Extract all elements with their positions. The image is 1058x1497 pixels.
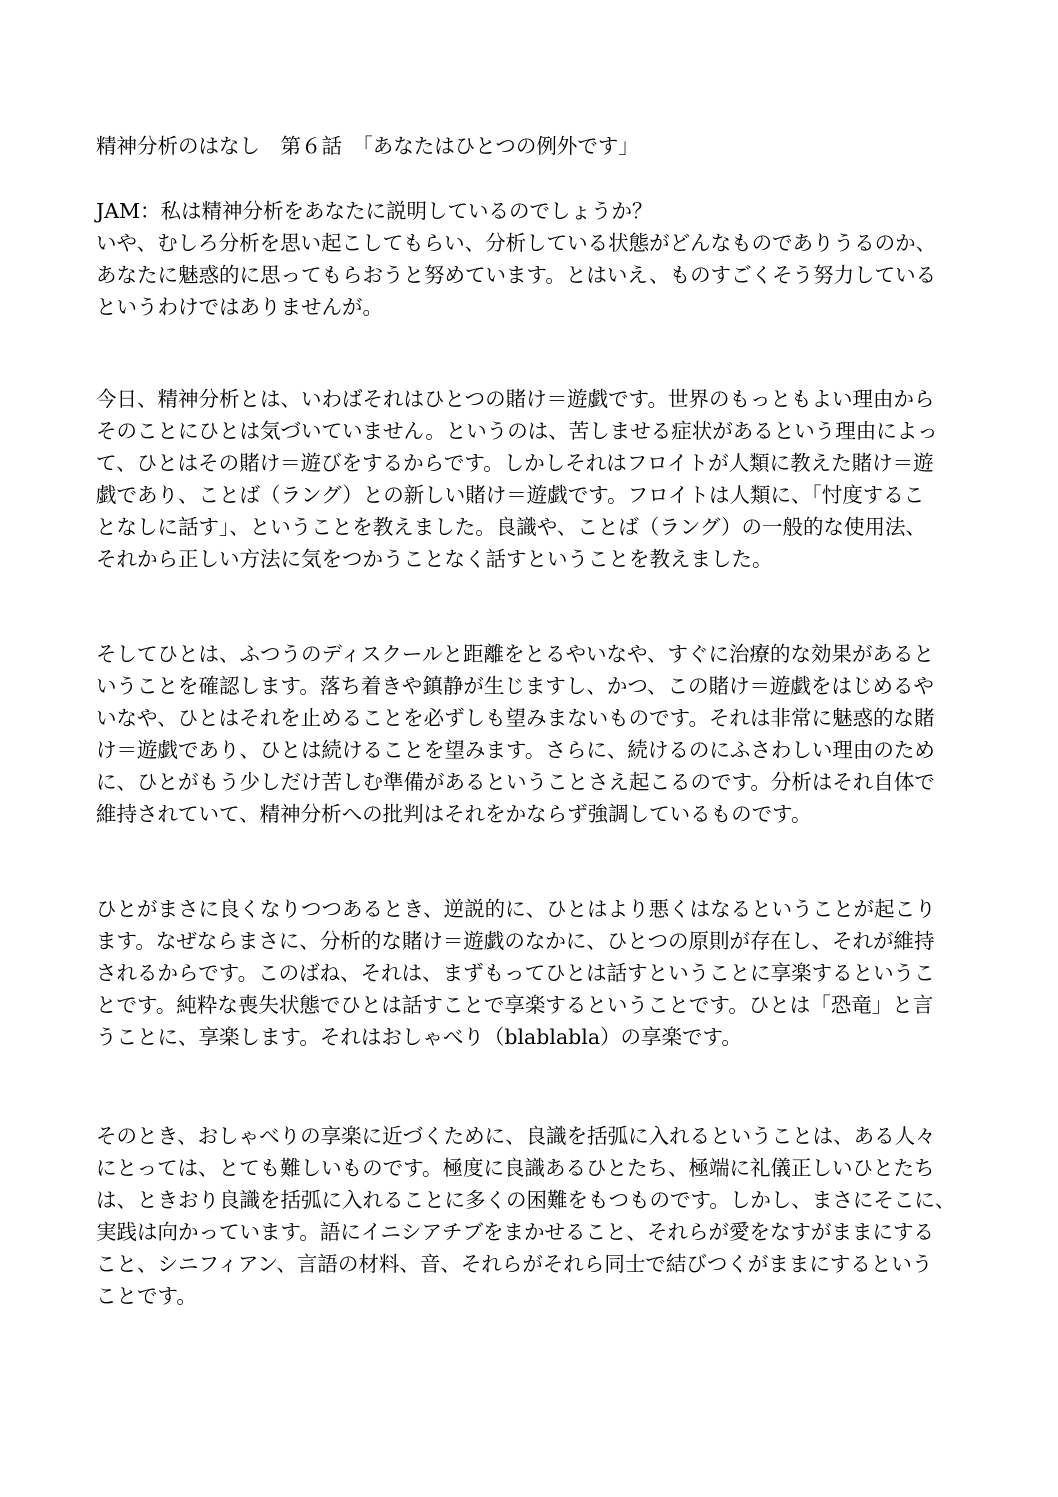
text-line: 実践は向かっています。語にイニシアチブをまかせること、それらが愛をなすがままにする <box>96 1220 935 1244</box>
text-line: それから正しい方法に気をつかうことなく話すということを教えました。 <box>96 547 773 571</box>
text-line: あなたに魅惑的に思ってもらおうと努めています。とはいえ、ものすごくそう努力している <box>96 263 937 287</box>
text-line: に、ひとがもう少しだけ苦しむ準備があるということさえ起こるのです。分析はそれ自体で <box>96 770 935 794</box>
text-line: ひとがまさに良くなりつつあるとき、逆説的に、ひとはより悪くはなるということが起こり <box>96 897 936 921</box>
text-line: とです。純粋な喪失状態でひとは話すことで享楽するということです。ひとは「恐竜」と言 <box>96 993 934 1017</box>
text-line: というわけではありませんが。 <box>96 295 383 319</box>
text-line: そしてひとは、ふつうのディスクールと距離をとるやいなや、すぐに治療的な効果があると <box>96 642 935 666</box>
text-line: いや、むしろ分析を思い起こしてもらい、分析している状態がどんなものでありうるのか、 <box>96 231 937 255</box>
text-line: こと、シニフィアン、言語の材料、音、それらがそれら同士で結びつくがままにするという <box>96 1252 933 1276</box>
text-line: いうことを確認します。落ち着きや鎮静が生じますし、かつ、この賭け＝遊戯をはじめるや <box>96 674 935 698</box>
text-line: 戯であり、ことば（ラング）との新しい賭け＝遊戯です。フロイトは人類に、「忖度するこ <box>96 483 925 507</box>
text-line: JAM：私は精神分析をあなたに説明しているのでしょうか？ <box>96 199 653 223</box>
text-line: ことです。 <box>96 1284 197 1308</box>
text-line: は、ときおり良識を括弧に入れることに多くの困難をもつものです。しかし、まさにそこに、 <box>96 1188 956 1212</box>
text-line: うことに、享楽します。それはおしゃべり（blablabla）の享楽です。 <box>96 1025 742 1049</box>
text-line: 維持されていて、精神分析への批判はそれをかならず強調しているものです。 <box>96 802 812 826</box>
text-line: にとっては、とても難しいものです。極度に良識あるひとたち、極端に礼儀正しいひとたち <box>96 1156 935 1180</box>
text-line: そのことにひとは気づいていません。というのは、苦しませる症状があるという理由によっ <box>96 419 938 443</box>
text-line: て、ひとはその賭け＝遊びをするからです。しかしそれはフロイトが人類に教えた賭け＝遊 <box>96 451 934 475</box>
text-line: け＝遊戯であり、ひとは続けることを望みます。さらに、続けるのにふさわしい理由のため <box>96 738 935 762</box>
text-line: ます。なぜならまさに、分析的な賭け＝遊戯のなかに、ひとつの原則が存在し、それが維持 <box>96 929 935 953</box>
text-line: となしに話す」、ということを教えました。良識や、ことば（ラング）の一般的な使用法、 <box>96 515 927 539</box>
text-line: 今日、精神分析とは、いわばそれはひとつの賭け＝遊戯です。世界のもっともよい理由から <box>96 387 935 411</box>
document-title: 精神分析のはなし 第６話 「あなたはひとつの例外です」 <box>96 134 639 158</box>
text-line: そのとき、おしゃべりの享楽に近づくために、良識を括弧に入れるということは、ある人々 <box>96 1124 936 1148</box>
text-line: されるからです。このばね、それは、まずもってひとは話すということに享楽するというこ <box>96 961 935 985</box>
text-line: いなや、ひとはそれを止めることを必ずしも望みまないものです。それは非常に魅惑的な賭 <box>96 706 935 730</box>
